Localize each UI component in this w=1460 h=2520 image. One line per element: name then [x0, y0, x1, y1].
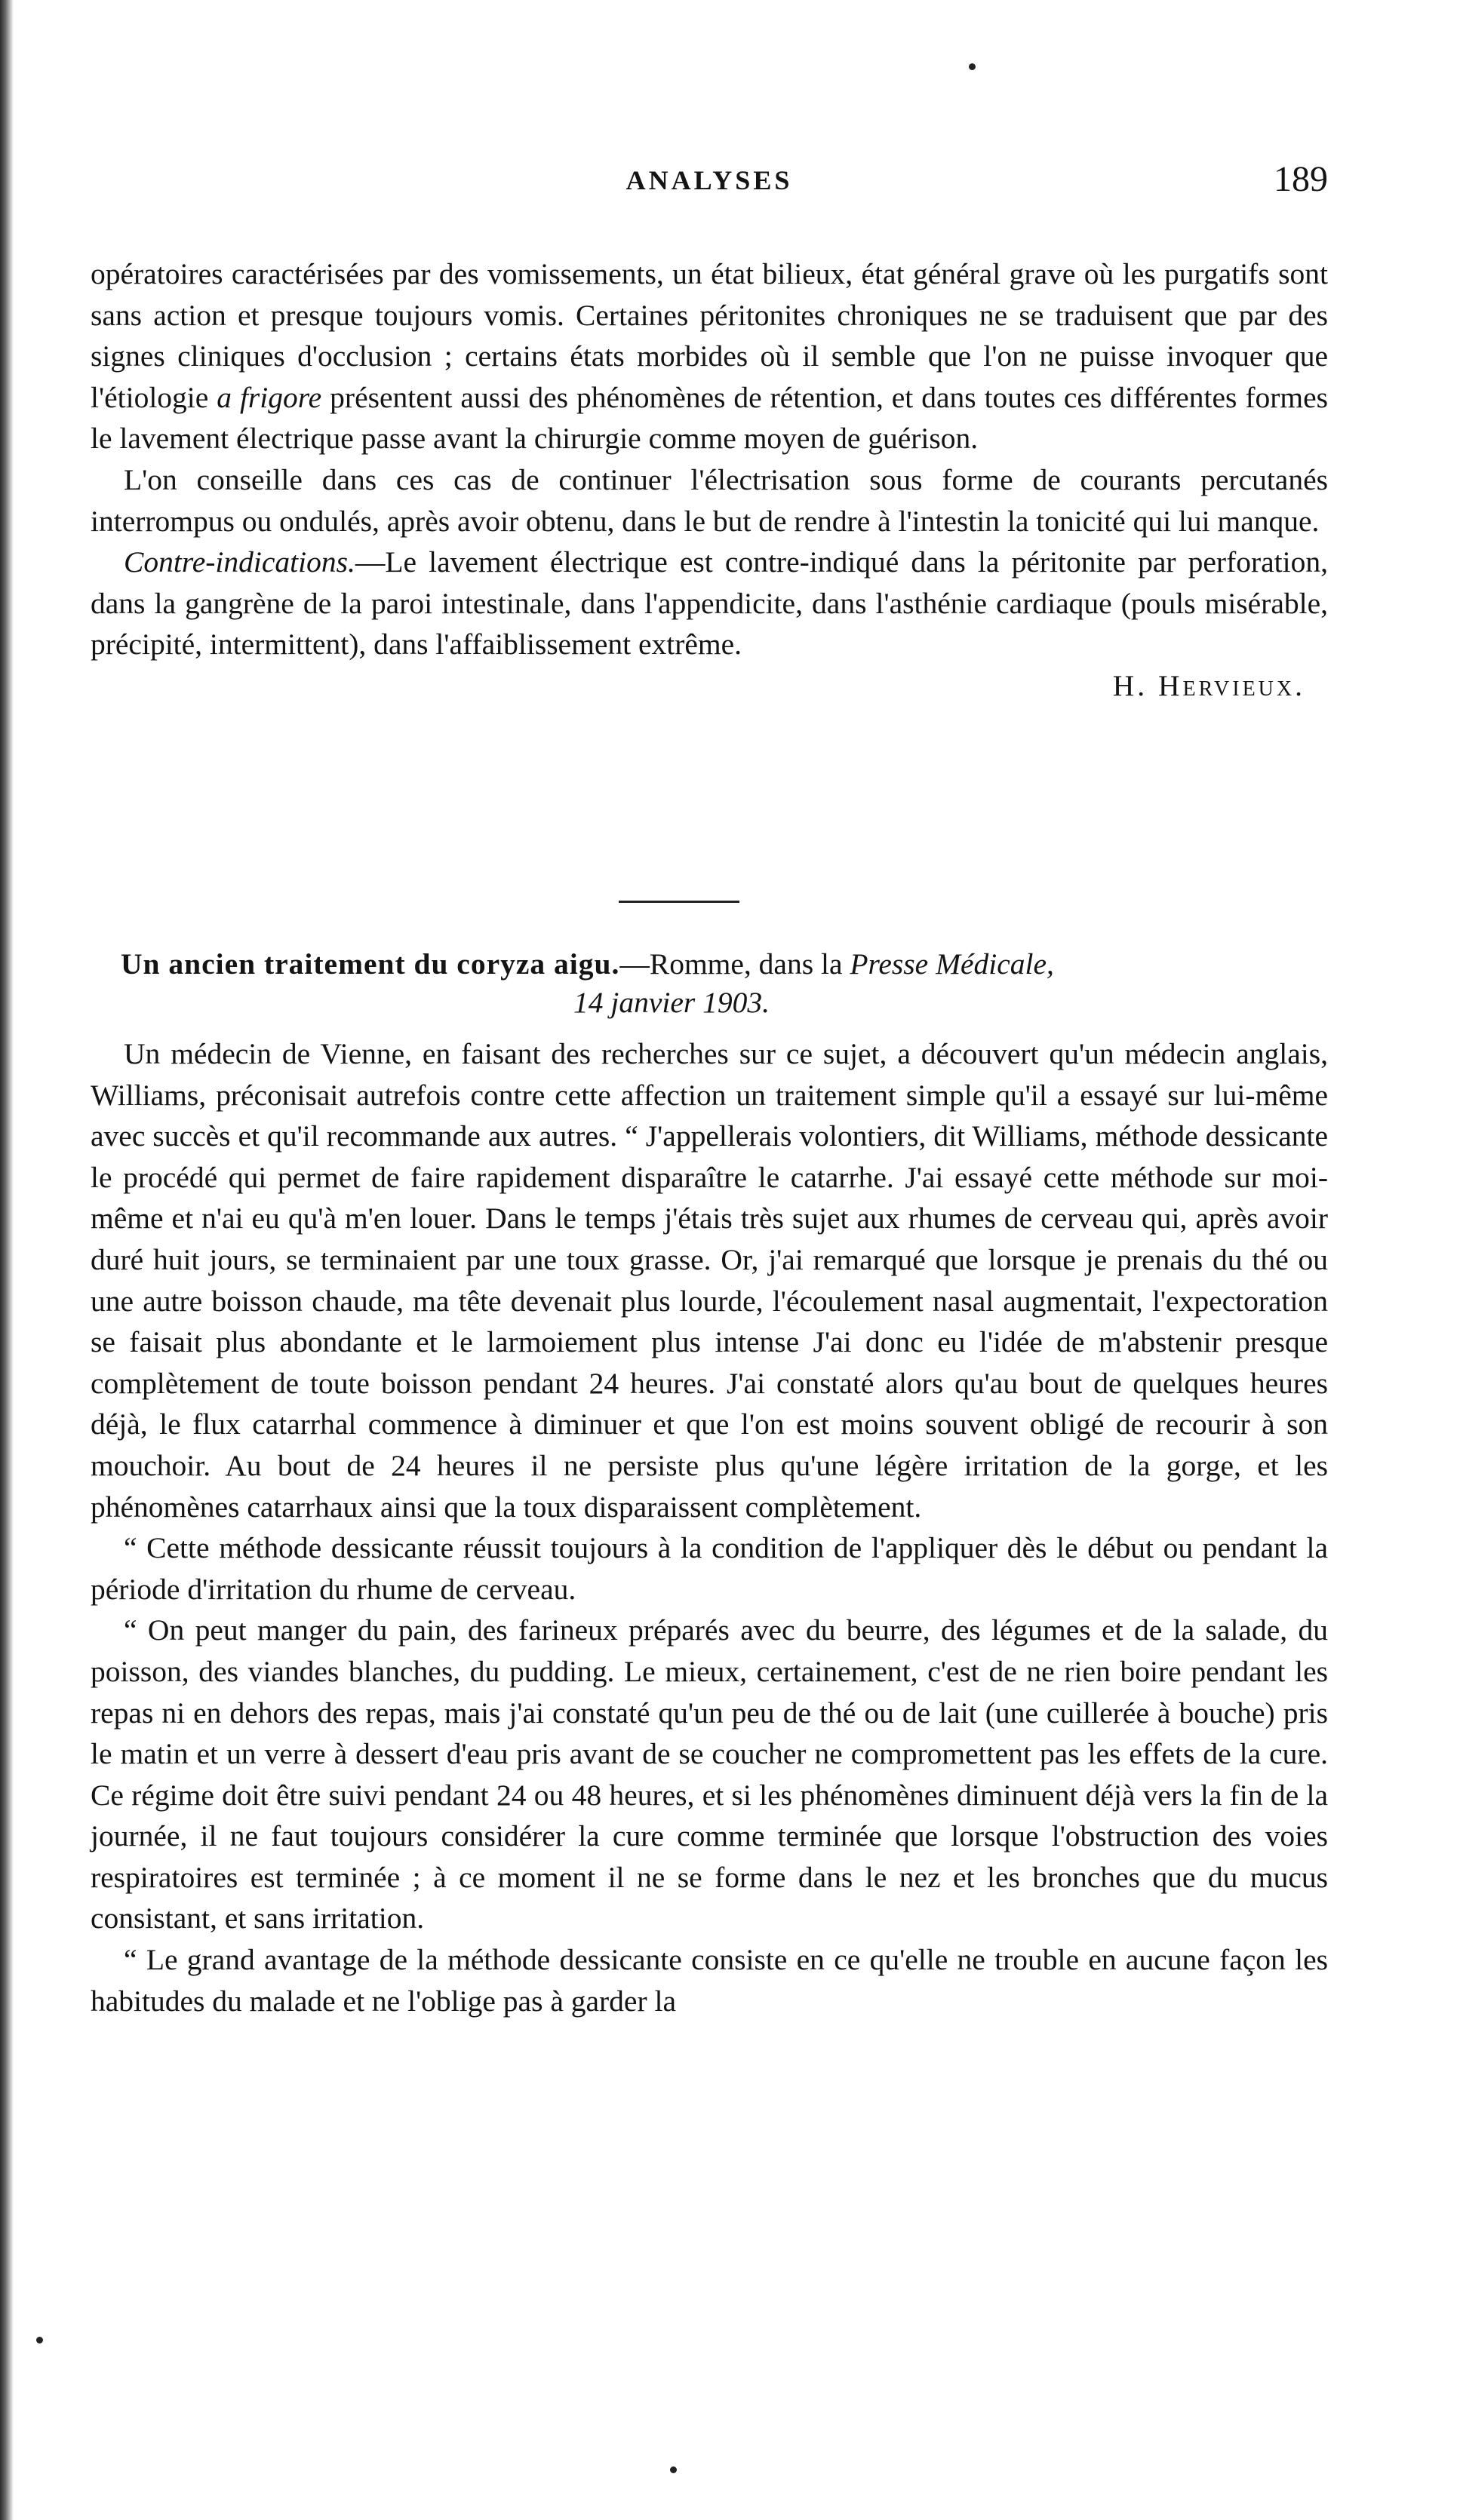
running-head: [91, 159, 1328, 210]
paragraph: [91, 542, 1328, 665]
paragraph: Un médecin de Vienne, en faisant des recherches sur ce sujet, a découvert qu'un médecin anglais, Williams, préconisait autrefois contre cette affection un traitement simple qu'il a essayé sur lui-même avec succès et qu'il recommande aux autres. “ J'appellerais volontiers, dit Williams, méthode dessicante le procédé qui permet de faire rapidement disparaître le catarrhe. J'ai essayé cette méthode sur moi-même et n'ai eu qu'à m'en louer. Dans le temps j'étais très sujet aux rhumes de cerveau qui, après avoir duré huit jours, se terminaient par une toux grasse. Or, j'ai remarqué que lorsque je prenais du thé ou une autre boisson chaude, ma tête devenait plus lourde, l'écoulement nasal augmentait, l'expectoration se faisait plus abondante et le larmoiement plus intense J'ai donc eu l'idée de m'abstenir presque complètement de toute boisson pendant 24 heures. J'ai constaté alors qu'au bout de quelques heures déjà, le flux catarrhal commence à diminuer et que l'on est moins souvent obligé de recourir à son mouchoir. Au bout de 24 heures il ne persiste plus qu'une légère irritation de la gorge, et les phénomènes catarrhaux ainsi que la toux disparaissent complètement.: [91, 1037, 1328, 1524]
article-source: —Romme, dans la: [619, 947, 843, 981]
contraindications-label: Contre-indications.: [124, 545, 355, 579]
ink-speck: [36, 2337, 43, 2344]
section-divider: [619, 901, 739, 903]
running-head-title: ANALYSES: [625, 165, 793, 195]
signature: H. Hervieux.: [1112, 668, 1305, 702]
article-heading: [121, 944, 1328, 984]
journal-name: Presse Médicale,: [850, 947, 1054, 981]
binding-shadow: [0, 0, 14, 2520]
paragraph-text: opératoires caractérisées par des vomissements, un état bilieux, état général grave où les purgatifs sont sans action et presque toujours vomis. Certaines péritonites chroniques ne se traduisent que par des signes cliniques d'occlusion ; certains états morbides où il semble que l'on ne puisse invoquer que l'étiologie: [91, 257, 1328, 414]
paragraph: “ Cette méthode dessicante réussit toujours à la condition de l'appliquer dès le début ou pendant la période d'irritation du rhume de cerveau.: [91, 1531, 1328, 1606]
ink-speck: [969, 63, 976, 70]
paragraph: [91, 253, 1328, 459]
paragraph-text: —Le lavement électrique est contre-indiqué dans la péritonite par perforation, dans la gangrène de la paroi intestinale, dans l'appendicite, dans l'asthénie cardiaque (pouls misérable, précipité, intermittent), dans l'affaiblissement extrême.: [91, 545, 1328, 661]
previous-article-continuation: [91, 253, 1328, 707]
ink-speck: [670, 2466, 677, 2473]
article-date: 14 janvier 1903.: [573, 986, 770, 1019]
paragraph: “ On peut manger du pain, des farineux préparés avec du beurre, des légumes et de la salade, du poisson, des viandes blanches, du pudding. Le mieux, certainement, c'est de ne rien boire pendant les repas ni en dehors des repas, mais j'ai constaté qu'un peu de thé ou de lait (une cuillerée à bouche) pris le matin et un verre à dessert d'eau pris avant de se coucher ne compromettent pas les effets de la cure. Ce régime doit être suivi pendant 24 ou 48 heures, et si les phénomènes diminuent déjà vers la fin de la journée, il ne faut toujours considérer la cure comme terminée que lorsque l'obstruction des voies respiratoires est terminée ; à ce moment il ne se forme dans le nez et les bronches que du mucus consistant, et sans irritation.: [91, 1613, 1328, 1935]
italic-term: a frigore: [217, 380, 322, 414]
paragraph: L'on conseille dans ces cas de continuer l'électrisation sous forme de courants percutanés interrompus ou ondulés, après avoir obtenu, dans le but de rendre à l'intestin la tonicité qui lui manque.: [91, 462, 1328, 538]
page-number: 189: [1274, 159, 1328, 199]
article-body: [91, 1033, 1328, 2021]
paragraph-text: présentent aussi des phénomènes de rétention, et dans toutes ces différentes formes le lavement électrique passe avant la chirurgie comme moyen de guérison.: [91, 380, 1329, 456]
article-title: Un ancien traitement du coryza aigu.: [121, 947, 620, 981]
paragraph: “ Le grand avantage de la méthode dessicante consiste en ce qu'elle ne trouble en aucune façon les habitudes du malade et ne l'oblige pas à garder la: [91, 1943, 1328, 2018]
